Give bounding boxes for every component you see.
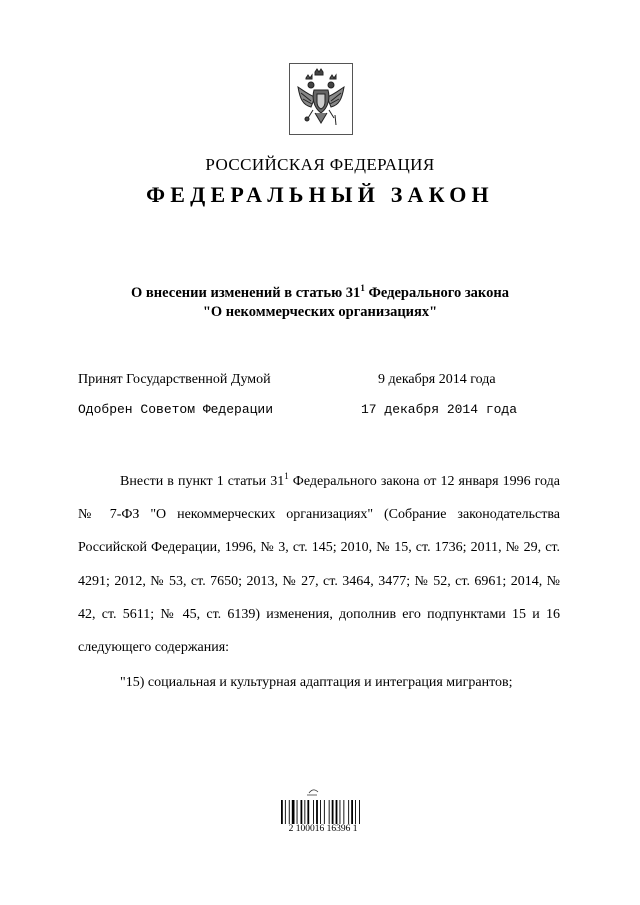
title-line-1-text: О внесении изменений в статью 31 xyxy=(131,285,361,301)
coat-of-arms-emblem xyxy=(289,63,353,135)
barcode-bar xyxy=(292,800,295,824)
barcode-bar xyxy=(340,800,341,824)
barcode-bar xyxy=(281,800,283,824)
title-superscript: 1 xyxy=(360,283,365,293)
title-line-2: "О некоммерческих организациях" xyxy=(202,304,438,320)
barcode-bar xyxy=(359,800,360,824)
body-intro: Внести в пункт 1 статьи 31 xyxy=(120,474,285,489)
title-line-1 xyxy=(0,279,640,303)
barcode-bar xyxy=(355,800,356,824)
barcode-bar xyxy=(320,800,321,824)
barcode-bar xyxy=(343,800,344,824)
country-heading: РОССИЙСКАЯ ФЕДЕРАЦИЯ xyxy=(205,155,435,174)
barcode-bar xyxy=(316,800,318,824)
barcode-bar xyxy=(336,800,338,824)
barcode-bar xyxy=(289,800,290,824)
barcode-bar xyxy=(324,800,325,824)
duma-date: 9 декабря 2014 года xyxy=(378,372,496,387)
law-title xyxy=(0,279,640,322)
barcode-bar xyxy=(351,800,353,824)
law-body xyxy=(78,460,560,664)
barcode-bar xyxy=(348,800,349,824)
duma-adoption-row xyxy=(78,372,518,388)
subpoint-15: "15) социальная и культурная адаптация и интеграция мигрантов; xyxy=(120,675,513,690)
duma-label: Принят Государственной Думой xyxy=(78,372,271,387)
body-paragraph xyxy=(78,460,560,664)
barcode-bar xyxy=(313,800,314,824)
barcode-bar xyxy=(329,800,330,824)
barcode-bar xyxy=(301,800,303,824)
body-superscript: 1 xyxy=(284,471,289,481)
council-date: 17 декабря 2014 года xyxy=(361,402,518,417)
barcode-bar xyxy=(285,800,286,824)
document-type-heading: ФЕДЕРАЛЬНЫЙ ЗАКОН xyxy=(146,182,494,207)
council-approval-row xyxy=(78,402,518,417)
barcode-number: 2 100016 16396 1 xyxy=(288,824,358,834)
barcode-bar xyxy=(332,800,334,824)
council-label: Одобрен Советом Федерации xyxy=(78,402,274,417)
body-text: Федерального закона от 12 января 1996 года № 7-ФЗ "О некоммерческих организациях" (Собрание законодательства Российской Федерации, 1996, № 3, ст. 145; 2010, № 15, ст. 1736; 2011, № 29, ст. 4291; 2012, № 53, ст. 7650; 2013, № 27, ст. 3464, 3477; № 52, ст. 6961; 2014, № 42, ст. 5611; № 45, ст. 6139) изменения, дополнив его подпунктами 15 и 16 следующего содержания: xyxy=(78,474,560,656)
barcode-bar xyxy=(304,800,305,824)
barcode-bar xyxy=(307,800,309,824)
barcode-bar xyxy=(297,800,298,824)
title-line-1-end: Федерального закона xyxy=(364,285,509,301)
